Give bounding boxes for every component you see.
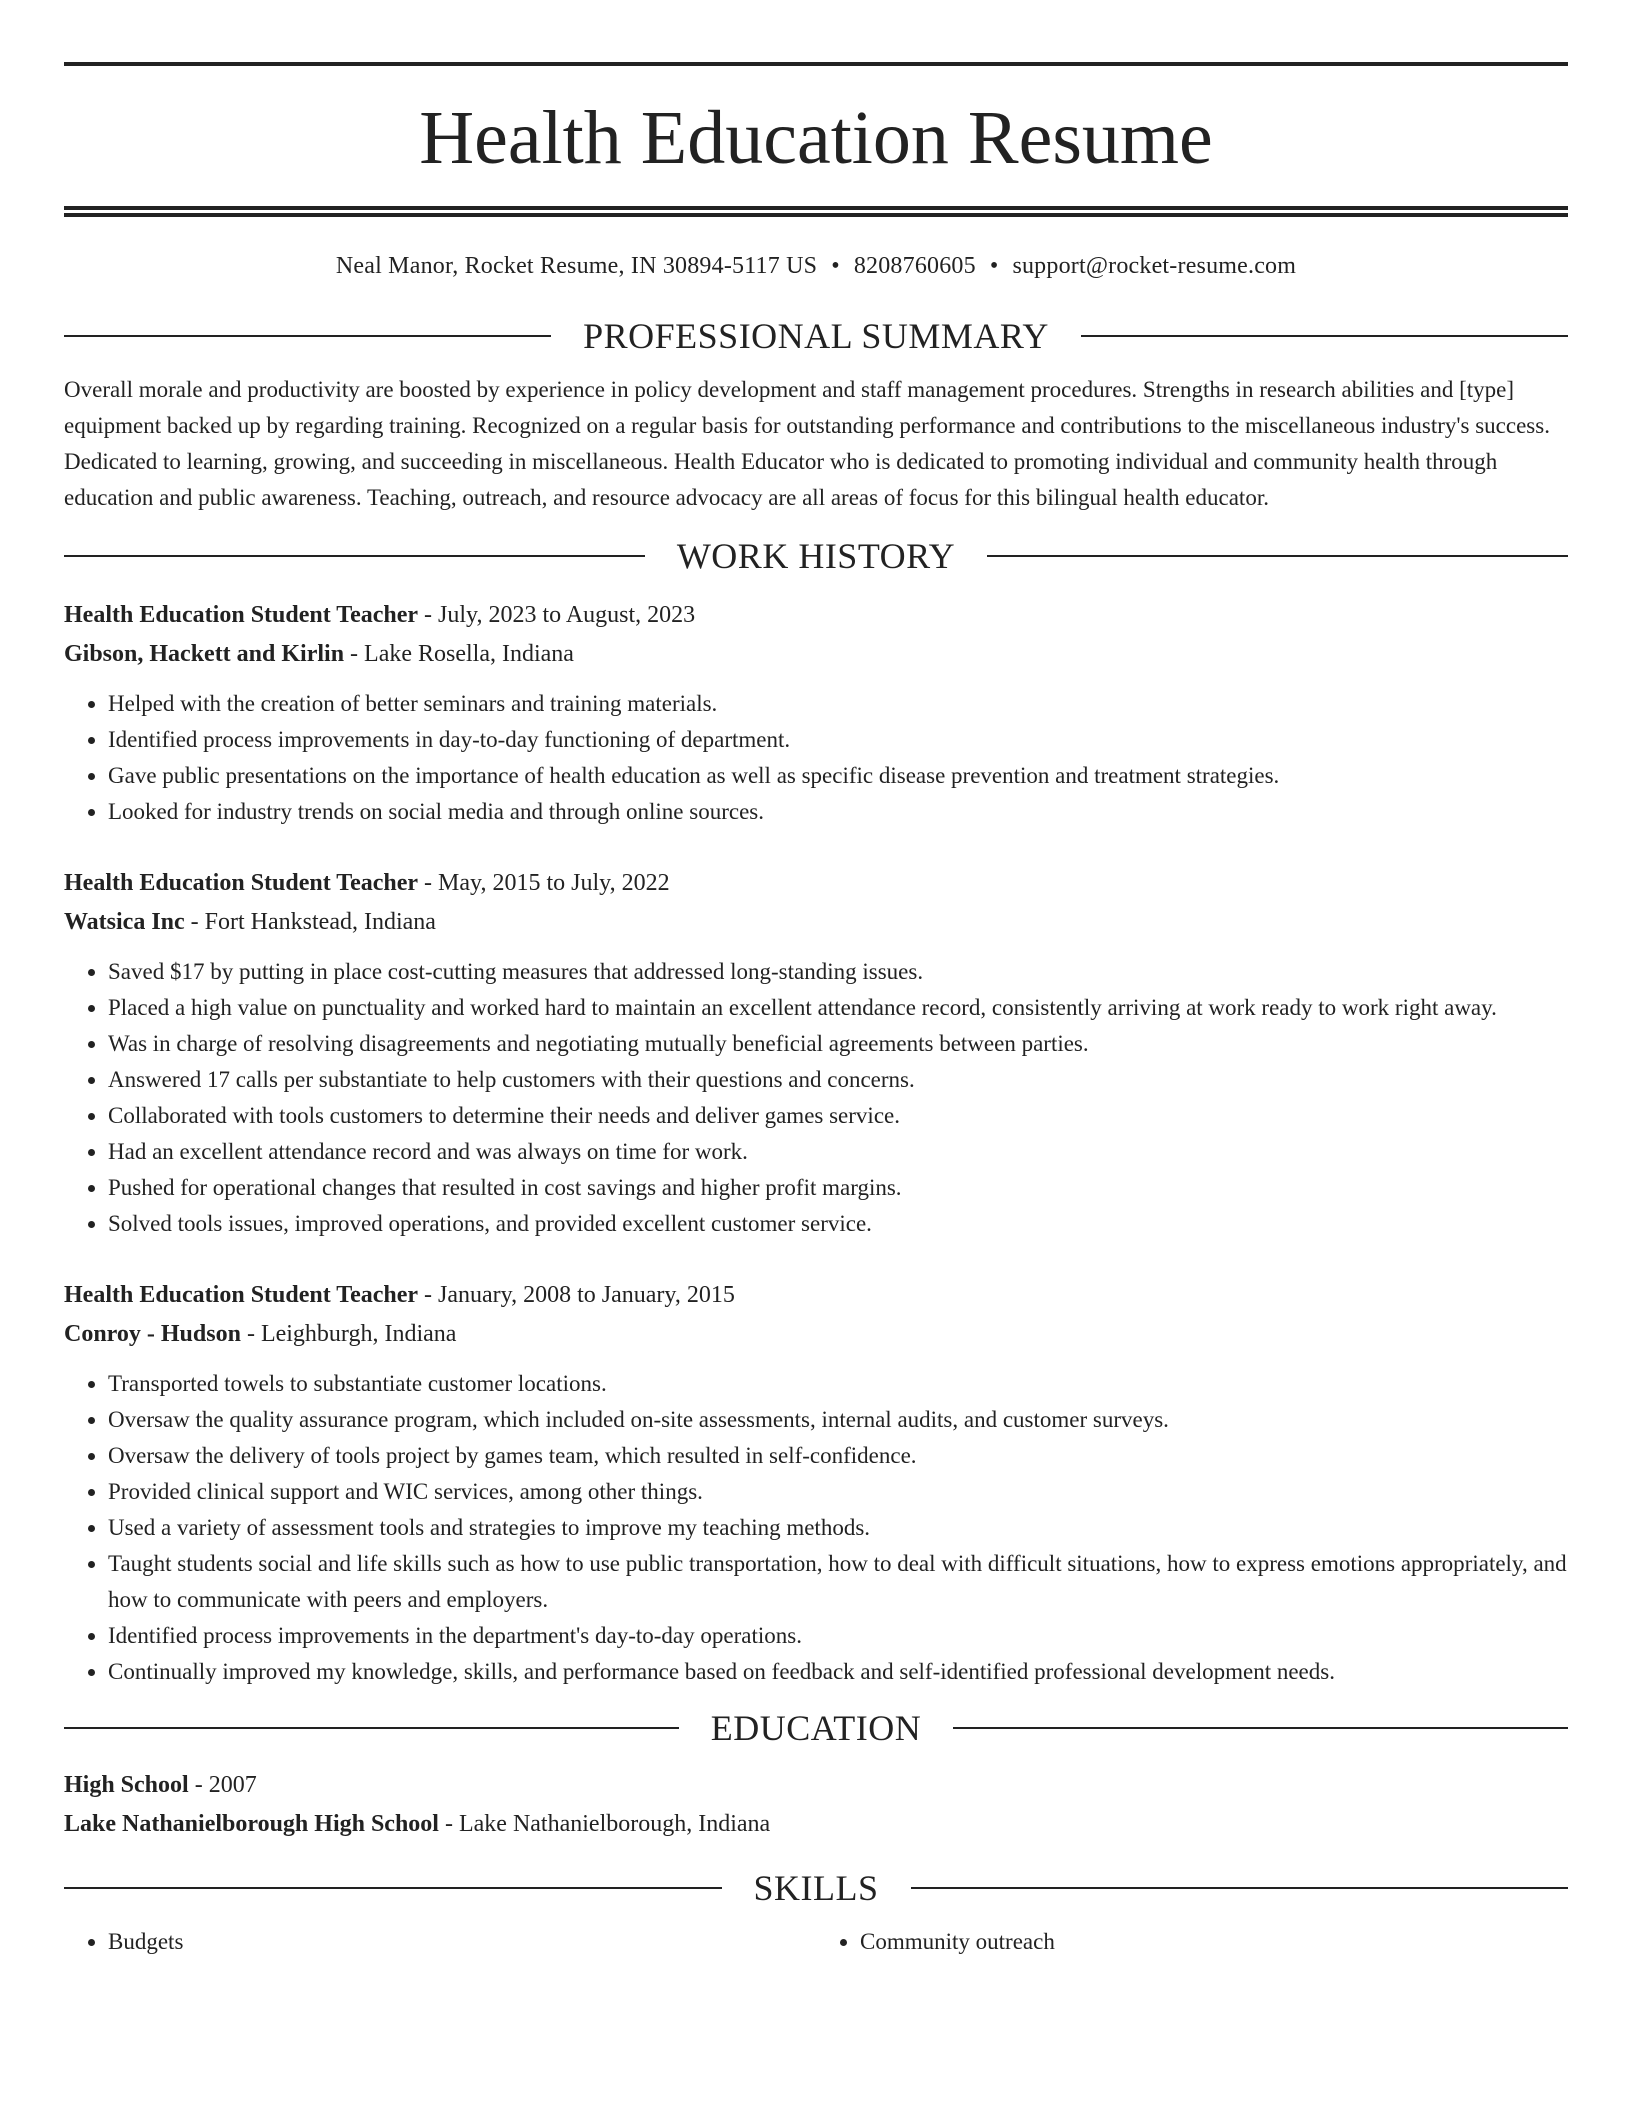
job-title-line <box>64 596 1568 635</box>
heading-rule <box>64 335 551 337</box>
list-item: • Solved tools issues, improved operations, and provided excellent customer service. <box>108 1206 1568 1242</box>
education-location: - Lake Nathanielborough, Indiana <box>438 1811 771 1837</box>
list-item: • Looked for industry trends on social media and through online sources. <box>108 794 1568 830</box>
list-item: • Answered 17 calls per substantiate to help customers with their questions and concerns. <box>108 1062 1568 1098</box>
job-company: Conroy - Hudson <box>64 1321 241 1347</box>
section-title-education: EDUCATION <box>710 1708 922 1748</box>
list-item: • Oversaw the delivery of tools project by games team, which resulted in self-confidence. <box>108 1438 1568 1474</box>
job-location: - Lake Rosella, Indiana <box>344 641 574 667</box>
list-item: • Oversaw the quality assurance program, which included on-site assessments, internal audits, and customer surveys. <box>108 1402 1568 1438</box>
list-item: • Continually improved my knowledge, skills, and performance based on feedback and self-identified professional development needs. <box>108 1654 1568 1690</box>
job-bullets <box>64 686 1568 830</box>
contact-separator: • <box>831 253 840 279</box>
summary-text: Overall morale and productivity are boosted by experience in policy development and staff management procedures. Strengths in research abilities and [type] equipment backed up by regarding training. Recognized on a regular basis for outstanding performance and contributions to the miscellaneous industry's success. Dedicated to learning, growing, and succeeding in miscellaneous. Health Educator who is dedicated to promoting individual and community health through education and public awareness. Teaching, outreach, and resource advocacy are all areas of focus for this bilingual health educator. <box>64 377 1550 510</box>
education-degree: High School <box>64 1772 189 1798</box>
top-rule <box>64 62 1568 66</box>
job-company: Gibson, Hackett and Kirlin <box>64 641 345 667</box>
list-item: • Taught students social and life skills such as how to use public transportation, how to deal with difficult situations, how to express emotions appropriately, and how to communicate with peers and employers. <box>108 1546 1568 1618</box>
job-company-line <box>64 903 1568 942</box>
title-double-rule <box>64 206 1568 217</box>
list-item: • Placed a high value on punctuality and worked hard to maintain an excellent attendance record, consistently arriving at work ready to work right away. <box>108 990 1568 1026</box>
education-entry <box>64 1766 1568 1844</box>
heading-rule <box>987 555 1568 557</box>
education-degree-line <box>64 1766 1568 1805</box>
heading-rule <box>911 1887 1569 1889</box>
list-item: • Used a variety of assessment tools and strategies to improve my teaching methods. <box>108 1510 1568 1546</box>
list-item: • Saved $17 by putting in place cost-cutting measures that addressed long-standing issues. <box>108 954 1568 990</box>
education-school-line <box>64 1805 1568 1844</box>
skills-grid <box>64 1924 1568 1960</box>
list-item: • Collaborated with tools customers to determine their needs and deliver games service. <box>108 1098 1568 1134</box>
section-heading-education <box>64 1706 1568 1750</box>
job-entry <box>64 596 1568 830</box>
job-company-line <box>64 635 1568 674</box>
job-company-line <box>64 1315 1568 1354</box>
heading-rule <box>64 1727 679 1729</box>
skills-list-right <box>816 1924 1568 1960</box>
heading-rule <box>64 1887 722 1889</box>
job-location: - Fort Hankstead, Indiana <box>184 909 436 935</box>
job-location: - Leighburgh, Indiana <box>240 1321 457 1347</box>
job-dates: - January, 2008 to January, 2015 <box>418 1282 735 1308</box>
section-heading-work <box>64 534 1568 578</box>
job-company: Watsica Inc <box>64 909 185 935</box>
job-title-line <box>64 1276 1568 1315</box>
education-year: - 2007 <box>188 1772 257 1798</box>
list-item: • Was in charge of resolving disagreements and negotiating mutually beneficial agreements between parties. <box>108 1026 1568 1062</box>
list-item: • Helped with the creation of better seminars and training materials. <box>108 686 1568 722</box>
job-dates: - May, 2015 to July, 2022 <box>418 870 670 896</box>
resume-title: Health Education Resume <box>419 96 1213 180</box>
heading-rule <box>953 1727 1568 1729</box>
contact-phone: 8208760605 <box>853 253 976 279</box>
section-title-skills: SKILLS <box>753 1868 879 1908</box>
contact-line <box>64 253 1568 280</box>
contact-separator: • <box>989 253 999 279</box>
job-title: Health Education Student Teacher <box>64 870 419 896</box>
skills-list-left <box>64 1924 816 1960</box>
list-item: • Transported towels to substantiate customer locations. <box>108 1366 1568 1402</box>
job-title-line <box>64 864 1568 903</box>
list-item: • Identified process improvements in the department's day-to-day operations. <box>108 1618 1568 1654</box>
job-dates: - July, 2023 to August, 2023 <box>418 602 696 628</box>
section-title-work: WORK HISTORY <box>676 536 956 576</box>
skill-item: • Budgets <box>108 1924 816 1960</box>
job-title: Health Education Student Teacher <box>64 602 419 628</box>
list-item: • Provided clinical support and WIC services, among other things. <box>108 1474 1568 1510</box>
job-bullets <box>64 1366 1568 1690</box>
list-item: • Had an excellent attendance record and was always on time for work. <box>108 1134 1568 1170</box>
education-school: Lake Nathanielborough High School <box>64 1811 439 1837</box>
list-item: • Identified process improvements in day-to-day functioning of department. <box>108 722 1568 758</box>
job-title: Health Education Student Teacher <box>64 1282 419 1308</box>
resume-page <box>64 0 1568 1960</box>
contact-email[interactable]: support@rocket-resume.com <box>1012 253 1297 279</box>
job-bullets <box>64 954 1568 1242</box>
list-item: • Pushed for operational changes that resulted in cost savings and higher profit margins. <box>108 1170 1568 1206</box>
job-entry <box>64 864 1568 1242</box>
contact-address: Neal Manor, Rocket Resume, IN 30894-5117 US <box>335 253 818 279</box>
section-heading-summary <box>64 314 1568 358</box>
section-heading-skills <box>64 1866 1568 1910</box>
list-item: • Gave public presentations on the importance of health education as well as specific disease prevention and treatment strategies. <box>108 758 1568 794</box>
job-entry <box>64 1276 1568 1690</box>
skill-item: • Community outreach <box>860 1924 1568 1960</box>
heading-rule <box>64 555 645 557</box>
section-title-summary: PROFESSIONAL SUMMARY <box>583 316 1049 356</box>
heading-rule <box>1081 335 1568 337</box>
